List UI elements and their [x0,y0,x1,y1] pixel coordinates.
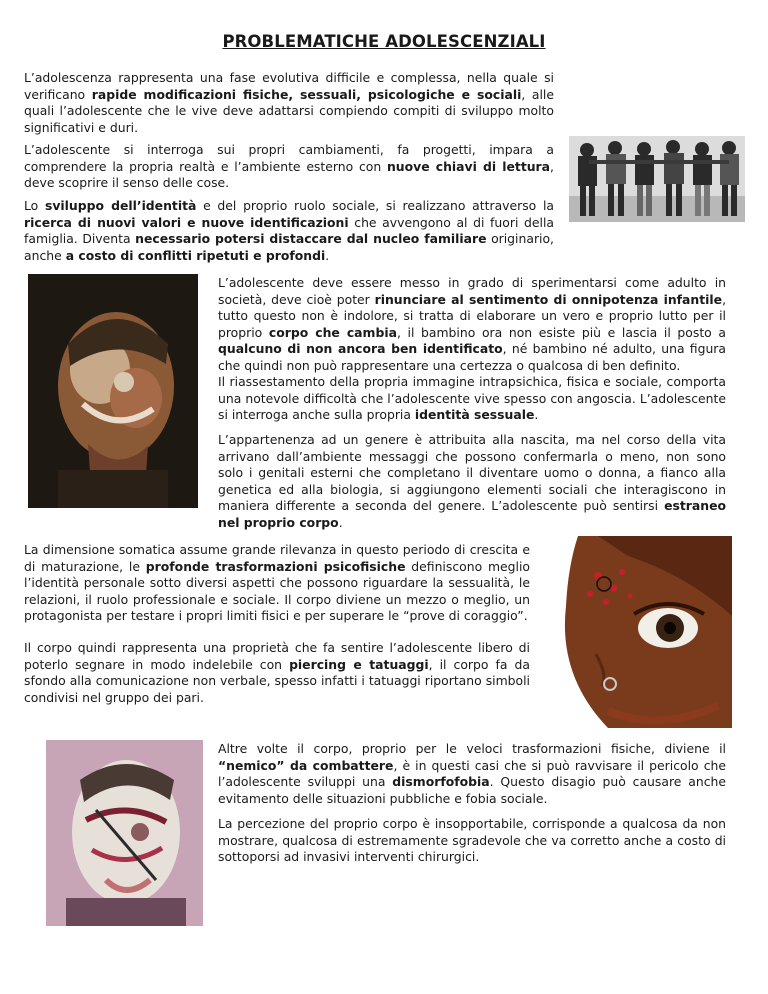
body-text: La percezione del proprio corpo è insopportabile, corrisponde a qualcosa da non mostrare, qualcosa di estremamente sgradevole che va corretto anche a costo di sottoporsi ad invasivi interventi chirurgici. [218,816,726,865]
body-text: e del proprio ruolo sociale, si realizzano attraverso la [196,198,554,213]
body-text: , deve scoprire il senso delle cose. [24,158,554,191]
emphasis-text: corpo che cambia [268,324,397,340]
body-text: definiscono meglio l’identità personale sotto diversi aspetti che possono riguardare la sessualità, le relazioni, il ruolo professionale e sociale. Il corpo diviene un mezzo o meglio, un protagonista per testare i propri limiti fisici e per superare le “prove di coraggio”. [24,558,530,624]
body-text: L’adolescente deve essere messo in grado di sperimentarsi come adulto in società, deve cioè poter [218,275,726,307]
paragraph-intro [24,70,554,136]
body-text: L’appartenenza ad un genere è attribuita alla nascita, ma nel corso della vita arrivano dall’ambiente messaggi che possono confermarla o meno, non sono solo i genitali esterni che completano il diventare uomo o donna, a fianco alla genetica ed alla biologia, si aggiungono elementi sociali che interagiscono in maniera differente a seconda del genere. L’adolescente può sentirsi [218,432,726,514]
body-text: , alle quali l’adolescente che le vive deve adattarsi compiendo compiti di sviluppo molto significativi e duri. [24,86,555,135]
paragraph-body-marking [24,640,530,706]
body-text: che avvengono al di fuori della famiglia. Diventa [24,214,554,247]
body-text: Altre volte il corpo, proprio per le veloci trasformazioni fisiche, diviene il [218,741,726,756]
emphasis-text: necessario potersi distaccare dal nucleo familiare [135,231,487,247]
paragraph-self-questioning [24,142,554,192]
body-text: , è in questi casi che si può ravvisare il pericolo che l’adolescente sviluppi una [218,757,726,790]
emphasis-text: profonde trasformazioni psicofisiche [145,558,406,574]
body-text: , tutto questo non è indolore, si tratta di elaborare un vero e proprio lutto per il proprio [218,291,727,340]
body-text: . Questo disagio può causare anche evitamento delle situazioni pubbliche e fobia sociale. [218,774,726,806]
body-text: L’adolescente si interroga sui propri cambiamenti, fa progetti, impara a comprendere la propria realtà e l’ambiente esterno con [24,142,554,174]
paragraph-body-perception [218,816,726,866]
body-text: . [325,247,330,263]
body-text: Il riassestamento della propria immagine intrapsichica, fisica e sociale, comporta una notevole difficoltà che l’adolescente vive spesso con angoscia. L’adolescente si interroga anche sulla propria [218,374,726,423]
body-text: Il corpo quindi rappresenta una proprietà che fa sentire l’adolescente libero di poterlo segnare in modo indelebile con [24,640,530,672]
body-text: La dimensione somatica assume grande rilevanza in questo periodo di crescita e di maturazione, le [24,542,530,574]
distorted-portrait-painting [28,274,198,508]
emphasis-text: nuove chiavi di lettura [386,158,551,174]
emphasis-text: piercing e tatuaggi [289,656,429,672]
paragraph-readjustment [218,374,726,424]
page-title: PROBLEMATICHE ADOLESCENZIALI [222,32,546,51]
body-text: L’adolescenza rappresenta una fase evolutiva difficile e complessa, nella quale si verificano [24,70,554,102]
pierced-face-photo [538,536,732,728]
teen-group-photo [569,136,745,222]
paragraph-somatic [24,542,530,625]
emphasis-text: rinunciare al sentimento di onnipotenza infantile [374,291,723,307]
bandaged-portrait-painting [46,740,203,926]
paragraph-gender [218,432,726,532]
paragraph-adulthood [218,275,726,375]
paragraph-dysmorphophobia [218,741,726,807]
body-text: originario, anche [24,231,554,263]
paragraph-identity [24,198,554,264]
emphasis-text: dismorfofobia [392,774,490,790]
emphasis-text: identità sessuale [414,407,535,423]
emphasis-text: ricerca di nuovi valori e nuove identificazioni [24,214,349,230]
emphasis-text: “nemico” da combattere [218,757,394,773]
body-text: . [338,514,343,530]
body-text: , il corpo fa da sfondo alla comunicazione non verbale, spesso infatti i tatuaggi riportano simboli condivisi nel gruppo dei pari. [24,656,530,705]
body-text: , né bambino né adulto, una figura che quindi non può rappresentare una certezza o qualcosa di ben definito. [218,341,726,373]
emphasis-text: qualcuno di non ancora ben identificato [218,341,503,357]
body-text: Lo [24,198,45,213]
body-text: . [534,407,539,423]
body-text: , il bambino ora non esiste più e lascia il posto a [396,324,726,340]
emphasis-text: rapide modificazioni fisiche, sessuali, psicologiche e sociali [91,86,522,102]
emphasis-text: a costo di conflitti ripetuti e profondi [65,247,326,263]
emphasis-text: sviluppo dell’identità [44,198,197,213]
emphasis-text: estraneo nel proprio corpo [218,498,726,530]
